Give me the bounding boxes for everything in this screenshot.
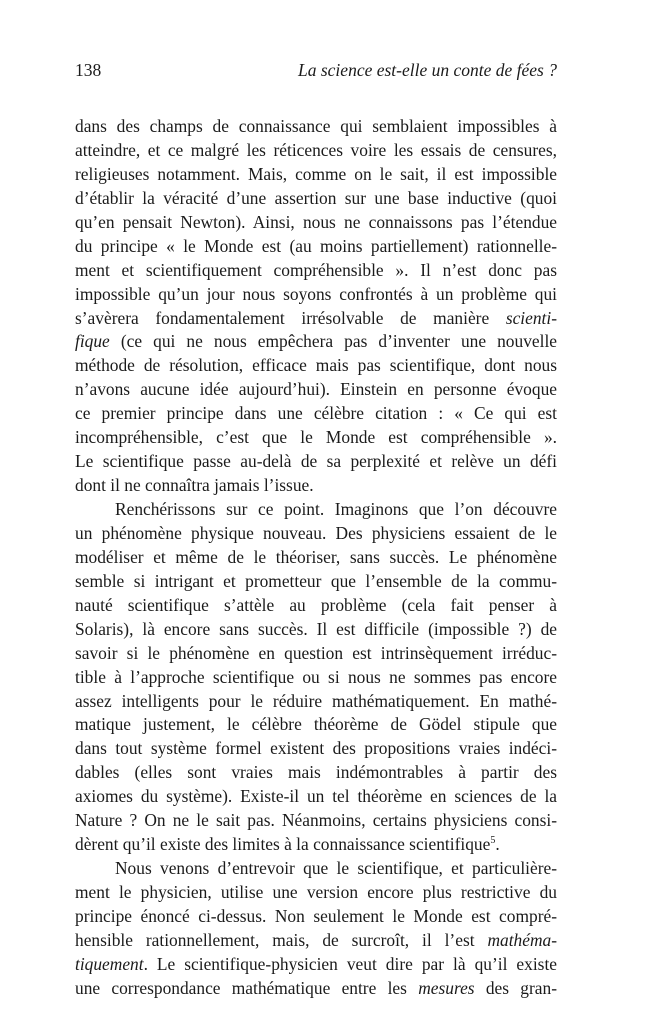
text-line [75,594,557,618]
line-text: . [495,834,500,855]
text-line [75,211,557,235]
text-line [75,857,557,881]
text-line [75,426,557,450]
line-text: ment le physicien, utilise une version encore plus restrictive du [75,882,557,902]
line-text: axiomes du système). Existe-il un tel théorème en sciences de la [75,786,557,807]
footnote-marker: 5 [490,835,496,847]
italic-text: mesures [418,977,475,998]
text-line [75,618,557,642]
line-text: atteindre, et ce malgré les réticences voire les essais de censures, [75,139,557,160]
line-text: savoir si le phénomène en question est intrinsèquement irréduc- [75,642,557,663]
text-line [75,235,557,259]
line-text: modéliser et même de le théoriser, sans succès. Le phénomène [75,546,557,567]
text-line [75,522,557,546]
text-line [75,307,557,331]
line-text: méthode de résolution, efficace mais pas scientifique, dont nous [75,355,557,376]
line-text: une correspondance mathématique entre les [75,977,419,998]
page-number: 138 [75,60,102,80]
italic-text: fique [75,331,110,352]
text-line [75,115,557,139]
text-line [75,737,557,761]
italic-text: scienti- [505,307,557,328]
line-text: dèrent qu’il existe des limites à la connaissance scientifique [75,834,491,855]
text-line [75,881,557,905]
text-line [75,642,557,666]
line-text: Solaris), là encore sans succès. Il est difficile (impossible ?) de [75,618,557,639]
line-text: matique justement, le célèbre théorème de Gödel stipule que [75,714,557,735]
line-text: impossible qu’un jour nous soyons confrontés à un problème qui [75,283,557,304]
line-text: n’avons aucune idée aujourd’hui). Einstein en personne évoque [75,379,557,400]
line-text: ment et scientifiquement compréhensible ». Il n’est donc pas [75,259,557,280]
text-line [75,163,557,187]
text-line [75,809,557,833]
line-text: incompréhensible, c’est que le Monde est compréhensible ». [75,427,557,448]
text-line [75,785,557,809]
text-line [75,402,557,426]
text-line [75,283,557,307]
line-text: ce premier principe dans une célèbre citation : « Ce qui est [75,403,557,424]
text-line [75,354,557,378]
running-title: La science est-elle un conte de fées ? [298,60,557,80]
page-header [75,58,557,82]
line-text: Nous venons d’entrevoir que le scientifique, et particulière- [115,858,557,879]
body-text [75,115,557,1001]
text-line [75,546,557,570]
text-line [75,570,557,594]
text-line [75,498,557,522]
line-text: principe énoncé ci-dessus. Non seulement le Monde est compré- [75,905,557,926]
text-line [75,666,557,690]
italic-text: tiquement [75,953,144,974]
text-line [75,690,557,714]
text-line [75,474,557,498]
text-line [75,833,557,857]
line-text: dont il ne connaîtra jamais l’issue. [75,475,314,496]
text-line [75,905,557,929]
line-text: Nature ? On ne le sait pas. Néanmoins, certains physiciens consi- [75,810,557,831]
line-text: (ce qui ne nous empêchera pas d’inventer une nouvelle [109,331,557,352]
text-line [75,713,557,737]
text-line [75,977,557,1001]
line-text: nauté scientifique s’attèle au problème (cela fait penser à [75,594,557,615]
line-text: dans tout système formel existent des propositions vraies indéci- [75,738,557,759]
line-text: religieuses notamment. Mais, comme on le sait, il est impossible [75,163,557,184]
line-text: semble si intrigant et prometteur que l’ensemble de la commu- [75,570,557,591]
text-line [75,139,557,163]
line-text: hensible rationnellement, mais, de surcroît, il l’est [75,929,488,950]
line-text: tible à l’approche scientifique ou si nous ne sommes pas encore [75,666,557,687]
line-text: d’établir la véracité d’une assertion sur une base inductive (quoi [75,187,557,208]
line-text: des gran- [474,977,557,998]
line-text: s’avèrera fondamentalement irrésolvable de manière [75,307,506,328]
text-line [75,330,557,354]
text-line [75,450,557,474]
text-line [75,929,557,953]
line-text: assez intelligents pour le réduire mathématiquement. En mathé- [75,690,557,711]
text-line [75,378,557,402]
book-page [75,58,557,1001]
text-line [75,259,557,283]
line-text: un phénomène physique nouveau. Des physiciens essaient de le [75,522,557,543]
line-text: Renchérissons sur ce point. Imaginons que l’on découvre [115,499,557,519]
line-text: Le scientifique passe au-delà de sa perplexité et relève un défi [75,451,557,472]
text-line [75,953,557,977]
line-text: . Le scientifique-physicien veut dire par là qu’il existe [143,953,557,974]
line-text: du principe « le Monde est (au moins partiellement) rationnelle- [75,235,557,256]
line-text: dables (elles sont vraies mais indémontrables à partir des [75,762,557,783]
line-text: qu’en pensait Newton). Ainsi, nous ne connaissons pas l’étendue [75,211,557,232]
italic-text: mathéma- [487,929,557,950]
line-text: dans des champs de connaissance qui semblaient impossibles à [75,116,557,136]
text-line [75,187,557,211]
text-line [75,761,557,785]
